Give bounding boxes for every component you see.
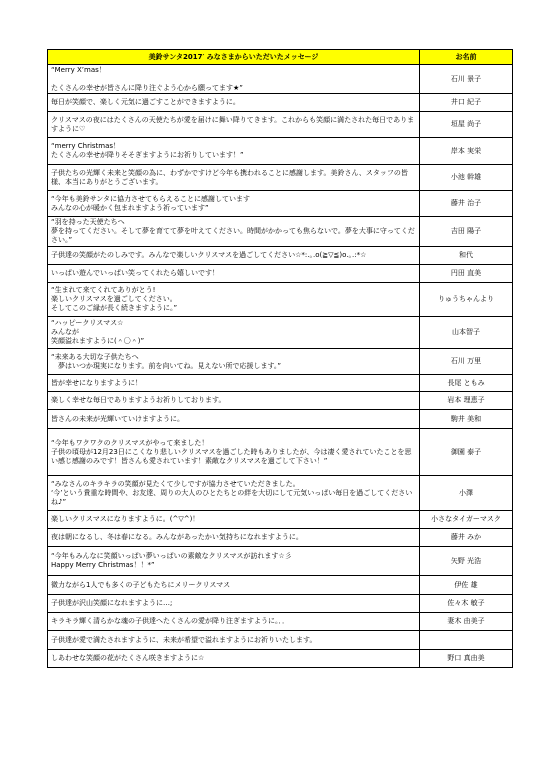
name-cell xyxy=(420,631,513,650)
table-row xyxy=(48,392,513,410)
message-cell: “Merry X’mas！ たくさんの幸せが皆さんに降り注ぐよう心から願ってます★” xyxy=(48,65,420,94)
message-cell: 毎日が笑顔で、楽しく元気に過ごすことができますように。 xyxy=(48,94,420,112)
table-row xyxy=(48,217,513,247)
table-row xyxy=(48,317,513,349)
table-row xyxy=(48,511,513,529)
name-cell: 伊佐 雄 xyxy=(420,576,513,595)
name-cell: りゅうちゃんより xyxy=(420,283,513,317)
message-cell: 夜は朝になるし、冬は春になる。みんながあったかい気持ちになれますように。 xyxy=(48,529,420,547)
name-cell: 井口 紀子 xyxy=(420,94,513,112)
message-cell: 楽しいクリスマスになりますように。(^▽^)！ xyxy=(48,511,420,529)
name-cell: 佐々木 敏子 xyxy=(420,595,513,613)
table-row xyxy=(48,529,513,547)
table-row xyxy=(48,138,513,165)
name-cell: 御園 泰子 xyxy=(420,429,513,476)
name-cell: 岸本 実栄 xyxy=(420,138,513,165)
header-row xyxy=(48,50,513,65)
message-cell: 子供達が愛で満たされますように、未来が希望で溢れますようにお祈りいたします。 xyxy=(48,631,420,650)
message-cell: 子供たちの光輝く未来と笑顔の為に、わずかですけど今年も携われることに感謝します。美鈴さん、スタッフの皆様、本当にありがとうございます。 xyxy=(48,165,420,191)
name-cell: 長尾 ともみ xyxy=(420,375,513,392)
table-row xyxy=(48,94,513,112)
table-row xyxy=(48,265,513,283)
message-cell: いっぱい遊んでいっぱい笑ってくれたら嬉しいです！ xyxy=(48,265,420,283)
message-rows xyxy=(48,65,513,668)
message-cell: “未来ある大切な子供たちへ 夢はいつか現実になります。前を向いてね。見えない所で応援します。” xyxy=(48,349,420,375)
message-cell: 皆が幸せになりますように！ xyxy=(48,375,420,392)
name-cell: 小さなタイガーマスク xyxy=(420,511,513,529)
table-row xyxy=(48,576,513,595)
message-cell: “今年もみんなに笑顔いっぱい夢いっぱいの素敵なクリスマスが訪れます☆彡 Happy Merry Christmas！！*” xyxy=(48,547,420,576)
name-cell: 小澤 xyxy=(420,476,513,511)
table-row xyxy=(48,547,513,576)
table-row xyxy=(48,349,513,375)
message-cell: 微力ながら1人でも多くの子どもたちにメリークリスマス xyxy=(48,576,420,595)
table-row xyxy=(48,631,513,650)
table-row xyxy=(48,65,513,94)
name-cell: 野口 真由美 xyxy=(420,650,513,668)
table-row xyxy=(48,375,513,392)
table-row xyxy=(48,112,513,138)
table-row xyxy=(48,283,513,317)
table-row xyxy=(48,650,513,668)
name-cell: 和代 xyxy=(420,247,513,265)
table-row xyxy=(48,476,513,511)
header-name: お名前 xyxy=(420,50,513,65)
message-cell: “みなさんのキラキラの笑顔が見たくて少しですが協力させていただきました。 ‘今’という貴重な時間や、お友達、周りの大人のひとたちとの絆を大切にして元気いっぱい毎日を過ごしてくださいね♪” xyxy=(48,476,420,511)
name-cell: 垣屋 尚子 xyxy=(420,112,513,138)
message-cell: 子供達が沢山笑顔になれますように…; xyxy=(48,595,420,613)
table-row xyxy=(48,429,513,476)
name-cell: 駒井 美和 xyxy=(420,410,513,429)
table-row xyxy=(48,613,513,631)
message-cell: しあわせな笑顔の花がたくさん咲きますように☆ xyxy=(48,650,420,668)
table-row xyxy=(48,247,513,265)
name-cell: 山本智子 xyxy=(420,317,513,349)
message-cell: “ハッピークリスマス☆ みんなが 笑顔溢れますように(＾〇＾)” xyxy=(48,317,420,349)
message-cell: “今年もワクワクのクリスマスがやって来ました！ 子供の頃母が12月23日にこくなり悲しいクリスマスを過ごした時もありましたが、今は凄く愛されていたことを思い感じ感謝のみです！皆さんも愛されています！素敵なクリスマスを過ごして下さい！” xyxy=(48,429,420,476)
name-cell: 石川 万里 xyxy=(420,349,513,375)
table-row xyxy=(48,191,513,217)
name-cell: 円田 直美 xyxy=(420,265,513,283)
table-row xyxy=(48,595,513,613)
name-cell: 妻木 由美子 xyxy=(420,613,513,631)
name-cell: 石川 景子 xyxy=(420,65,513,94)
name-cell: 藤井 治子 xyxy=(420,191,513,217)
message-cell: “羽を持った天使たちへ 夢を持ってください。そして夢を育てて夢を叶えてください。時間がかかっても焦らないで。夢を大事に守ってください。” xyxy=(48,217,420,247)
name-cell: 藤井 みか xyxy=(420,529,513,547)
name-cell: 岩本 理恵子 xyxy=(420,392,513,410)
message-table xyxy=(47,49,513,668)
name-cell: 矢野 光浩 xyxy=(420,547,513,576)
header-message: 美鈴サンタ2017′ みなさまからいただいたメッセージ xyxy=(48,50,420,65)
message-cell: “merry Christmas！ たくさんの幸せが降りそそぎますようにお祈りしています！” xyxy=(48,138,420,165)
message-cell: 楽しく幸せな毎日でありますようお祈りしております。 xyxy=(48,392,420,410)
message-cell: キラキラ輝く清らかな魂の子供達へたくさんの愛が降り注ぎますように。．． xyxy=(48,613,420,631)
message-cell: クリスマスの夜にはたくさんの天使たちが愛を届けに舞い降りてきます。これからも笑顔に満たされた毎日でありますように♡ xyxy=(48,112,420,138)
table-row xyxy=(48,165,513,191)
message-cell: “生まれて来てくれてありがとう! 楽しいクリスマスを過ごしてください。 そしてこのご縁が長く続きますように。” xyxy=(48,283,420,317)
table-row xyxy=(48,410,513,429)
message-cell: 皆さんの未来が光輝いていけますように。 xyxy=(48,410,420,429)
name-cell: 小池 幹雄 xyxy=(420,165,513,191)
message-cell: “今年も美鈴サンタに協力させてもらえることに感謝しています みんなの心が暖かく包まれますよう祈っています” xyxy=(48,191,420,217)
message-cell: 子供達の笑顔がたのしみです。みんなで楽しいクリスマスを過ごしてください☆*:.｡.o(≧▽≦)o.｡.:*☆ xyxy=(48,247,420,265)
name-cell: 吉田 陽子 xyxy=(420,217,513,247)
